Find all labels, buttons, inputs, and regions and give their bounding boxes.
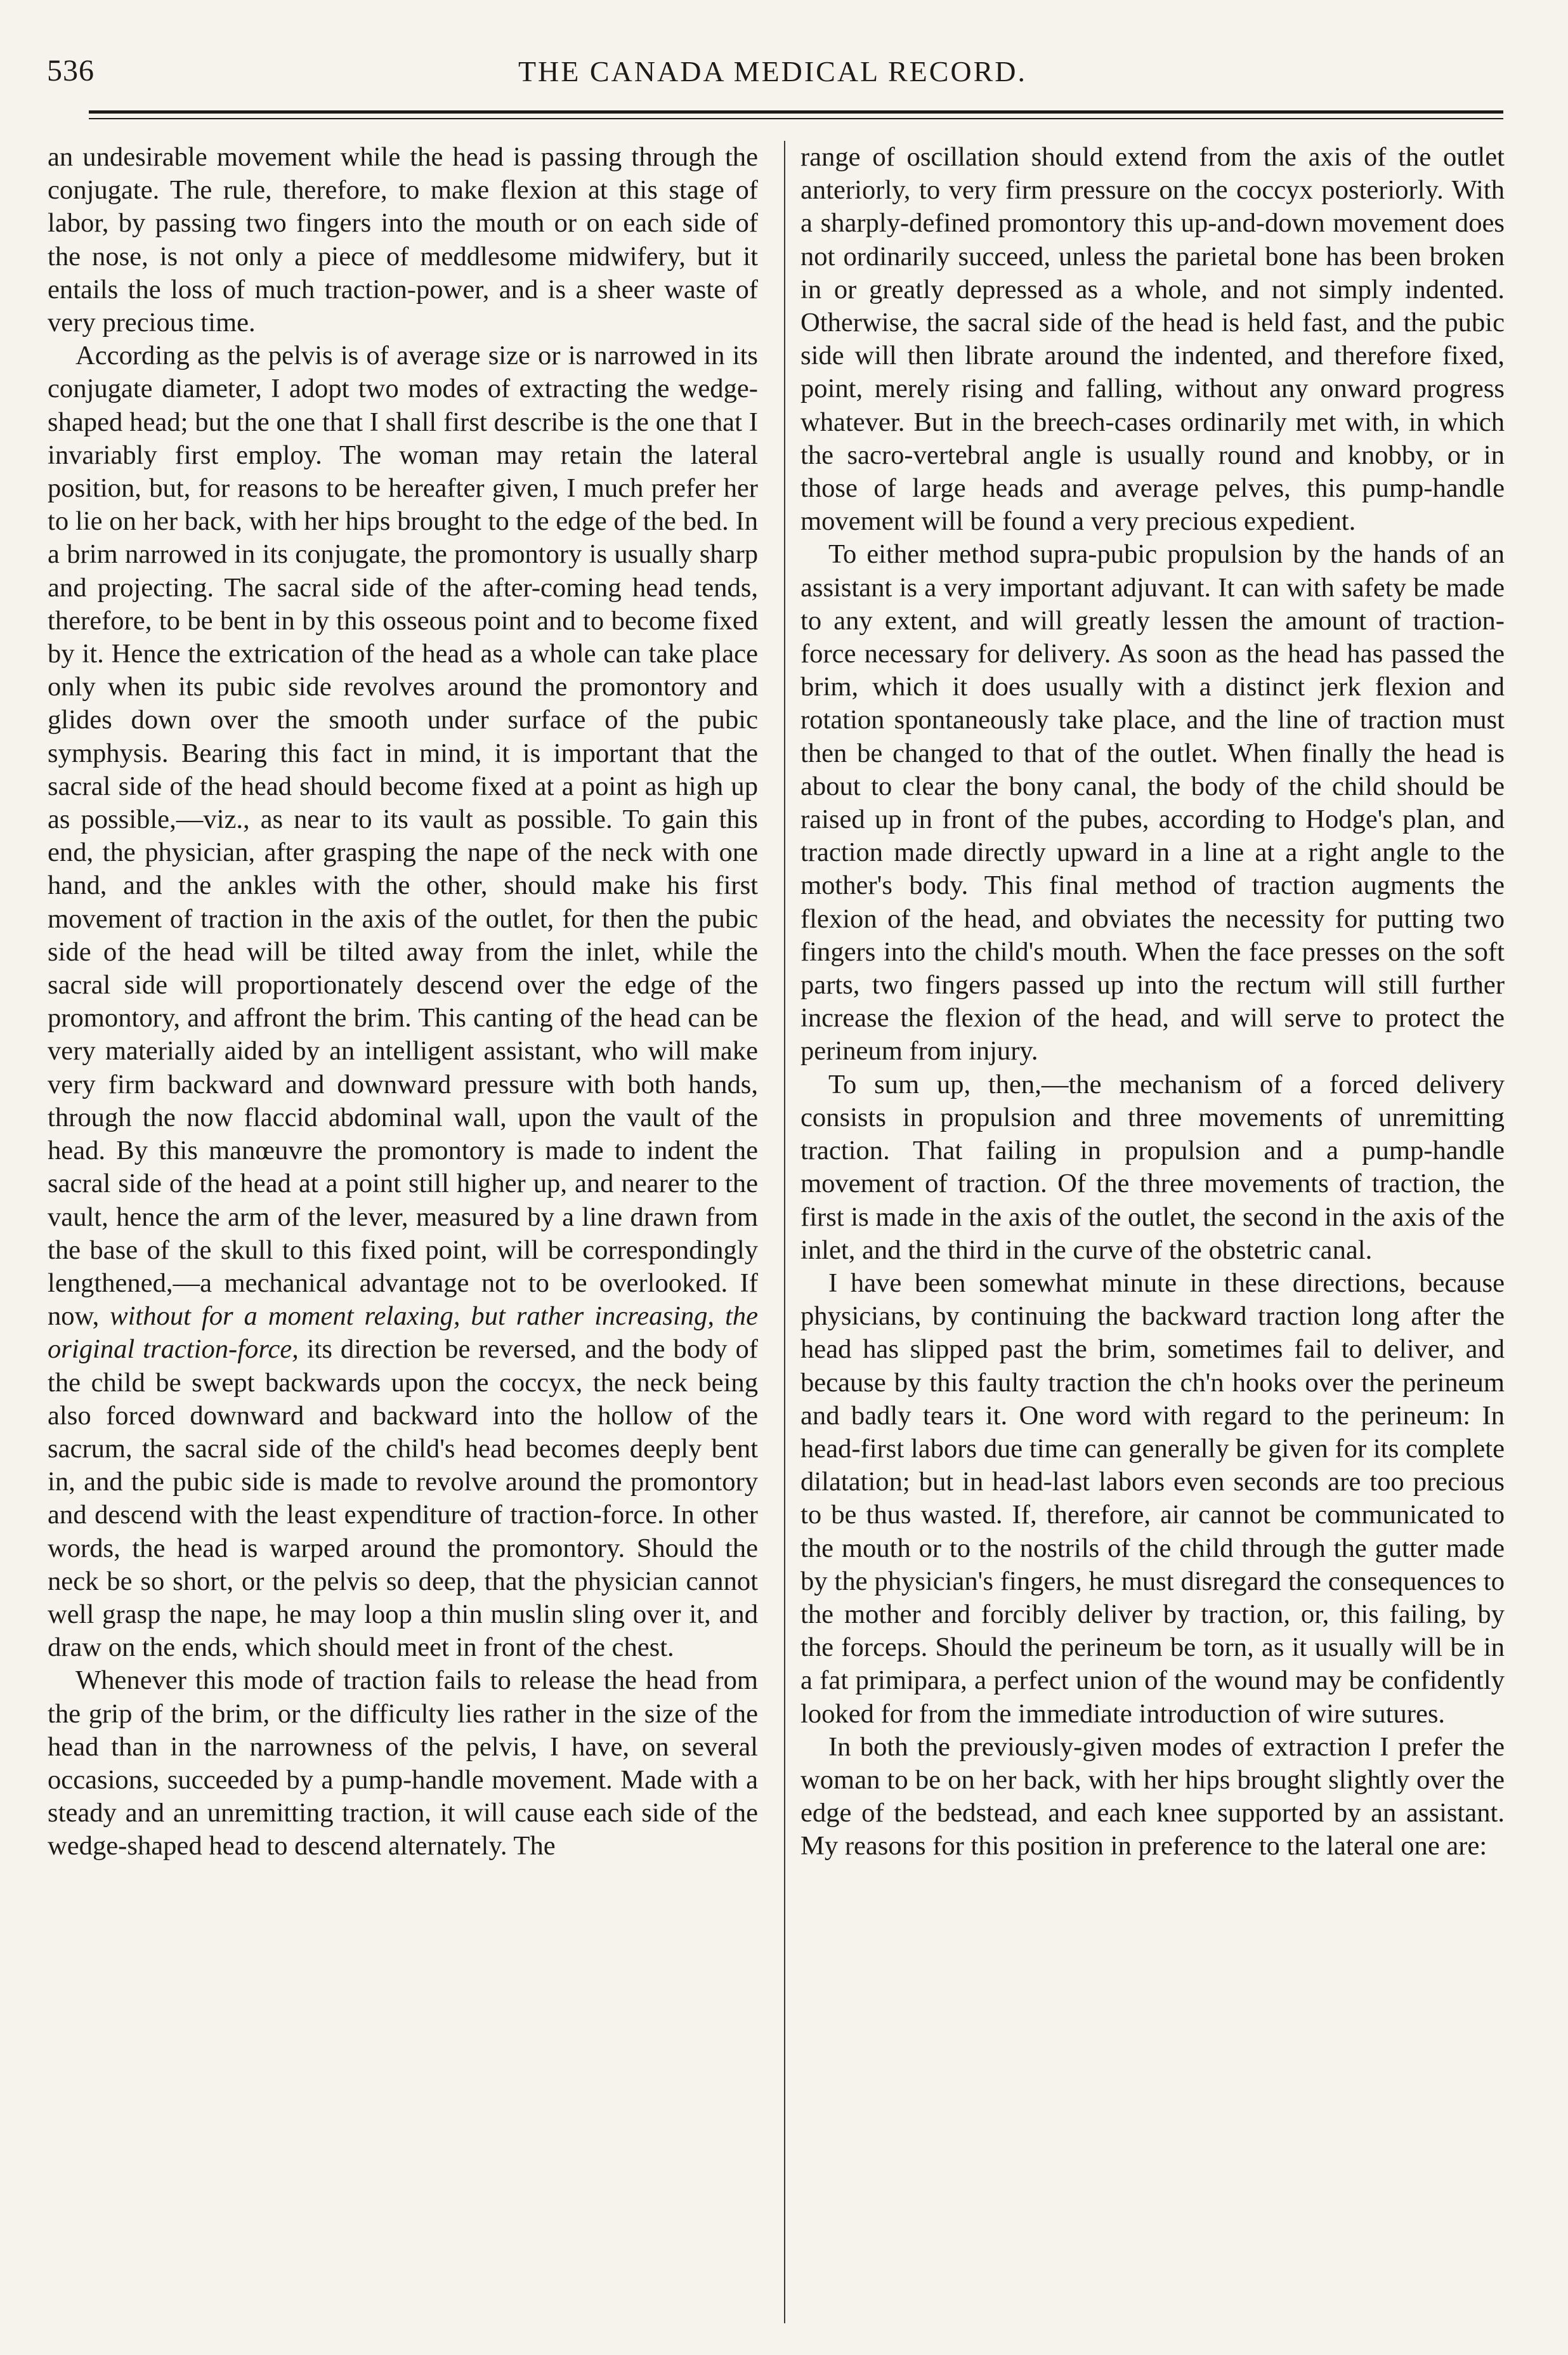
paragraph: Whenever this mode of traction fails to release the head from the grip of the brim, or the difficulty lies rather in the size of the head than in the narrowness of the pelvis, I have, on several occasions, succeeded by a pump-handle movement. Made with a steady and an unremitting traction, it will cause each side of the wedge-shaped head to descend alternately. The (48, 1665, 758, 1861)
paragraph-text: its direction be reversed, and the body of the child be swept backwards upon the coccyx, the neck being also forced downward and backward into the hollow of the sacrum, the sacral side of the child's head becomes deeply bent in, and the pubic side is made to revolve around the promontory and descend with the least expenditure of traction-force. In other words, the head is warped around the promontory. Should the neck be so short, or the pelvis so deep, that the physician cannot well grasp the nape, he may loop a thin muslin sling over it, and draw on the ends, which should meet in front of the chest. (48, 1334, 758, 1663)
italic-phrase: without for a moment relaxing, but rather increasing, the original traction-force, (48, 1301, 758, 1365)
paragraph (48, 339, 758, 1664)
page-header (43, 51, 1502, 102)
header-rule-thin (89, 118, 1503, 119)
column-divider (784, 141, 785, 2323)
paragraph: I have been somewhat minute in these directions, because physicians, by continuing the backward traction long after the head has slipped past the brim, sometimes fail to deliver, and because by this faulty traction the ch'n hooks over the perineum and badly tears it. One word with regard to the perineum: In head-first labors due time can generally be given for its complete dilatation; but in head-last labors even seconds are too precious to be thus wasted. If, therefore, air cannot be communicated to the mouth or to the nostrils of the child through the gutter made by the physician's fingers, he must disregard the consequences to the mother and forcibly deliver by traction, or, this failing, by the forceps. Should the perineum be torn, as it usually will be in a fat primipara, a perfect union of the wound may be confidently looked for from the immediate introduction of wire sutures. (800, 1268, 1505, 1729)
paragraph: range of oscillation should extend from the axis of the outlet anteriorly, to very firm pressure on the coccyx posteriorly. With a sharply-defined promontory this up-and-down movement does not ordinarily succeed, unless the parietal bone has been broken in or greatly depressed as a whole, and not simply indented. Otherwise, the sacral side of the head is held fast, and the pubic side will then librate around the indented, and therefore fixed, point, merely rising and falling, without any onward progress whatever. But in the breech-cases ordinarily met with, in which the sacro-vertebral angle is usually round and knobby, or in those of large heads and average pelves, this pump-handle movement will be found a very precious expedient. (800, 142, 1505, 537)
page-number: 536 (47, 54, 95, 88)
header-rule-thick (89, 110, 1503, 114)
running-title: THE CANADA MEDICAL RECORD. (518, 55, 1028, 88)
left-column (48, 141, 758, 1863)
paragraph: To either method supra-pubic propulsion by the hands of an assistant is a very important adjuvant. It can with safety be made to any extent, and will greatly lessen the amount of traction-force necessary for delivery. As soon as the head has passed the brim, which it does usually with a distinct jerk flexion and rotation spontaneously take place, and the line of traction must then be changed to that of the outlet. When finally the head is about to clear the bony canal, the body of the child should be raised up in front of the pubes, according to Hodge's plan, and traction made directly upward in a line at a right angle to the mother's body. This final method of traction augments the flexion of the head, and obviates the necessity for putting two fingers into the child's mouth. When the face presses on the soft parts, two fingers passed up into the rectum will still further increase the flexion of the head, and will serve to protect the perineum from injury. (800, 539, 1505, 1066)
paragraph: In both the previously-given modes of extraction I prefer the woman to be on her back, with her hips brought slightly over the edge of the bedstead, and each knee supported by an assistant. My reasons for this position in preference to the lateral one are: (800, 1731, 1505, 1861)
paragraph: an undesirable movement while the head is passing through the conjugate. The rule, therefore, to make flexion at this stage of labor, by passing two fingers into the mouth or on each side of the nose, is not only a piece of meddlesome midwifery, but it entails the loss of much traction-power, and is a sheer waste of very precious time. (48, 142, 758, 338)
right-column (800, 141, 1505, 1863)
paragraph: To sum up, then,—the mechanism of a forced delivery consists in propulsion and three movements of unremitting traction. That failing in propulsion and a pump-handle movement of traction. Of the three movements of traction, the first is made in the axis of the outlet, the second in the axis of the inlet, and the third in the curve of the obstetric canal. (800, 1069, 1505, 1265)
paragraph-text: According as the pelvis is of average size or is narrowed in its conjugate diameter, I adopt two modes of extracting the wedge-shaped head; but the one that I shall first describe is the one that I invariably first employ. The woman may retain the lateral position, but, for reasons to be hereafter given, I much prefer her to lie on her back, with her hips brought to the edge of the bed. In a brim narrowed in its conjugate, the promontory is usually sharp and projecting. The sacral side of the after-coming head tends, therefore, to be bent in by this osseous point and to become fixed by it. Hence the extrication of the head as a whole can take place only when its pubic side revolves around the promontory and glides down over the smooth under surface of the pubic symphysis. Bearing this fact in mind, it is important that the sacral side of the head should become fixed at a point as high up as possible,—viz., as near to its vault as possible. To gain this end, the physician, after grasping the nape of the neck with one hand, and the ankles with the other, should make his first movement of traction in the axis of the outlet, for then the pubic side of the head will be tilted away from the inlet, while the sacral side will proportionately descend over the edge of the promontory, and affront the brim. This canting of the head can be very materially aided by an intelligent assistant, who will make very firm backward and downward pressure with both hands, through the now flaccid abdominal wall, upon the vault of the head. By this manœuvre the promontory is made to indent the sacral side of the head at a point still higher up, and nearer to the vault, hence the arm of the lever, measured by a line drawn from the base of the skull to this fixed point, will be correspondingly lengthened,—a mechanical advantage not to be overlooked. If now, (48, 341, 758, 1332)
